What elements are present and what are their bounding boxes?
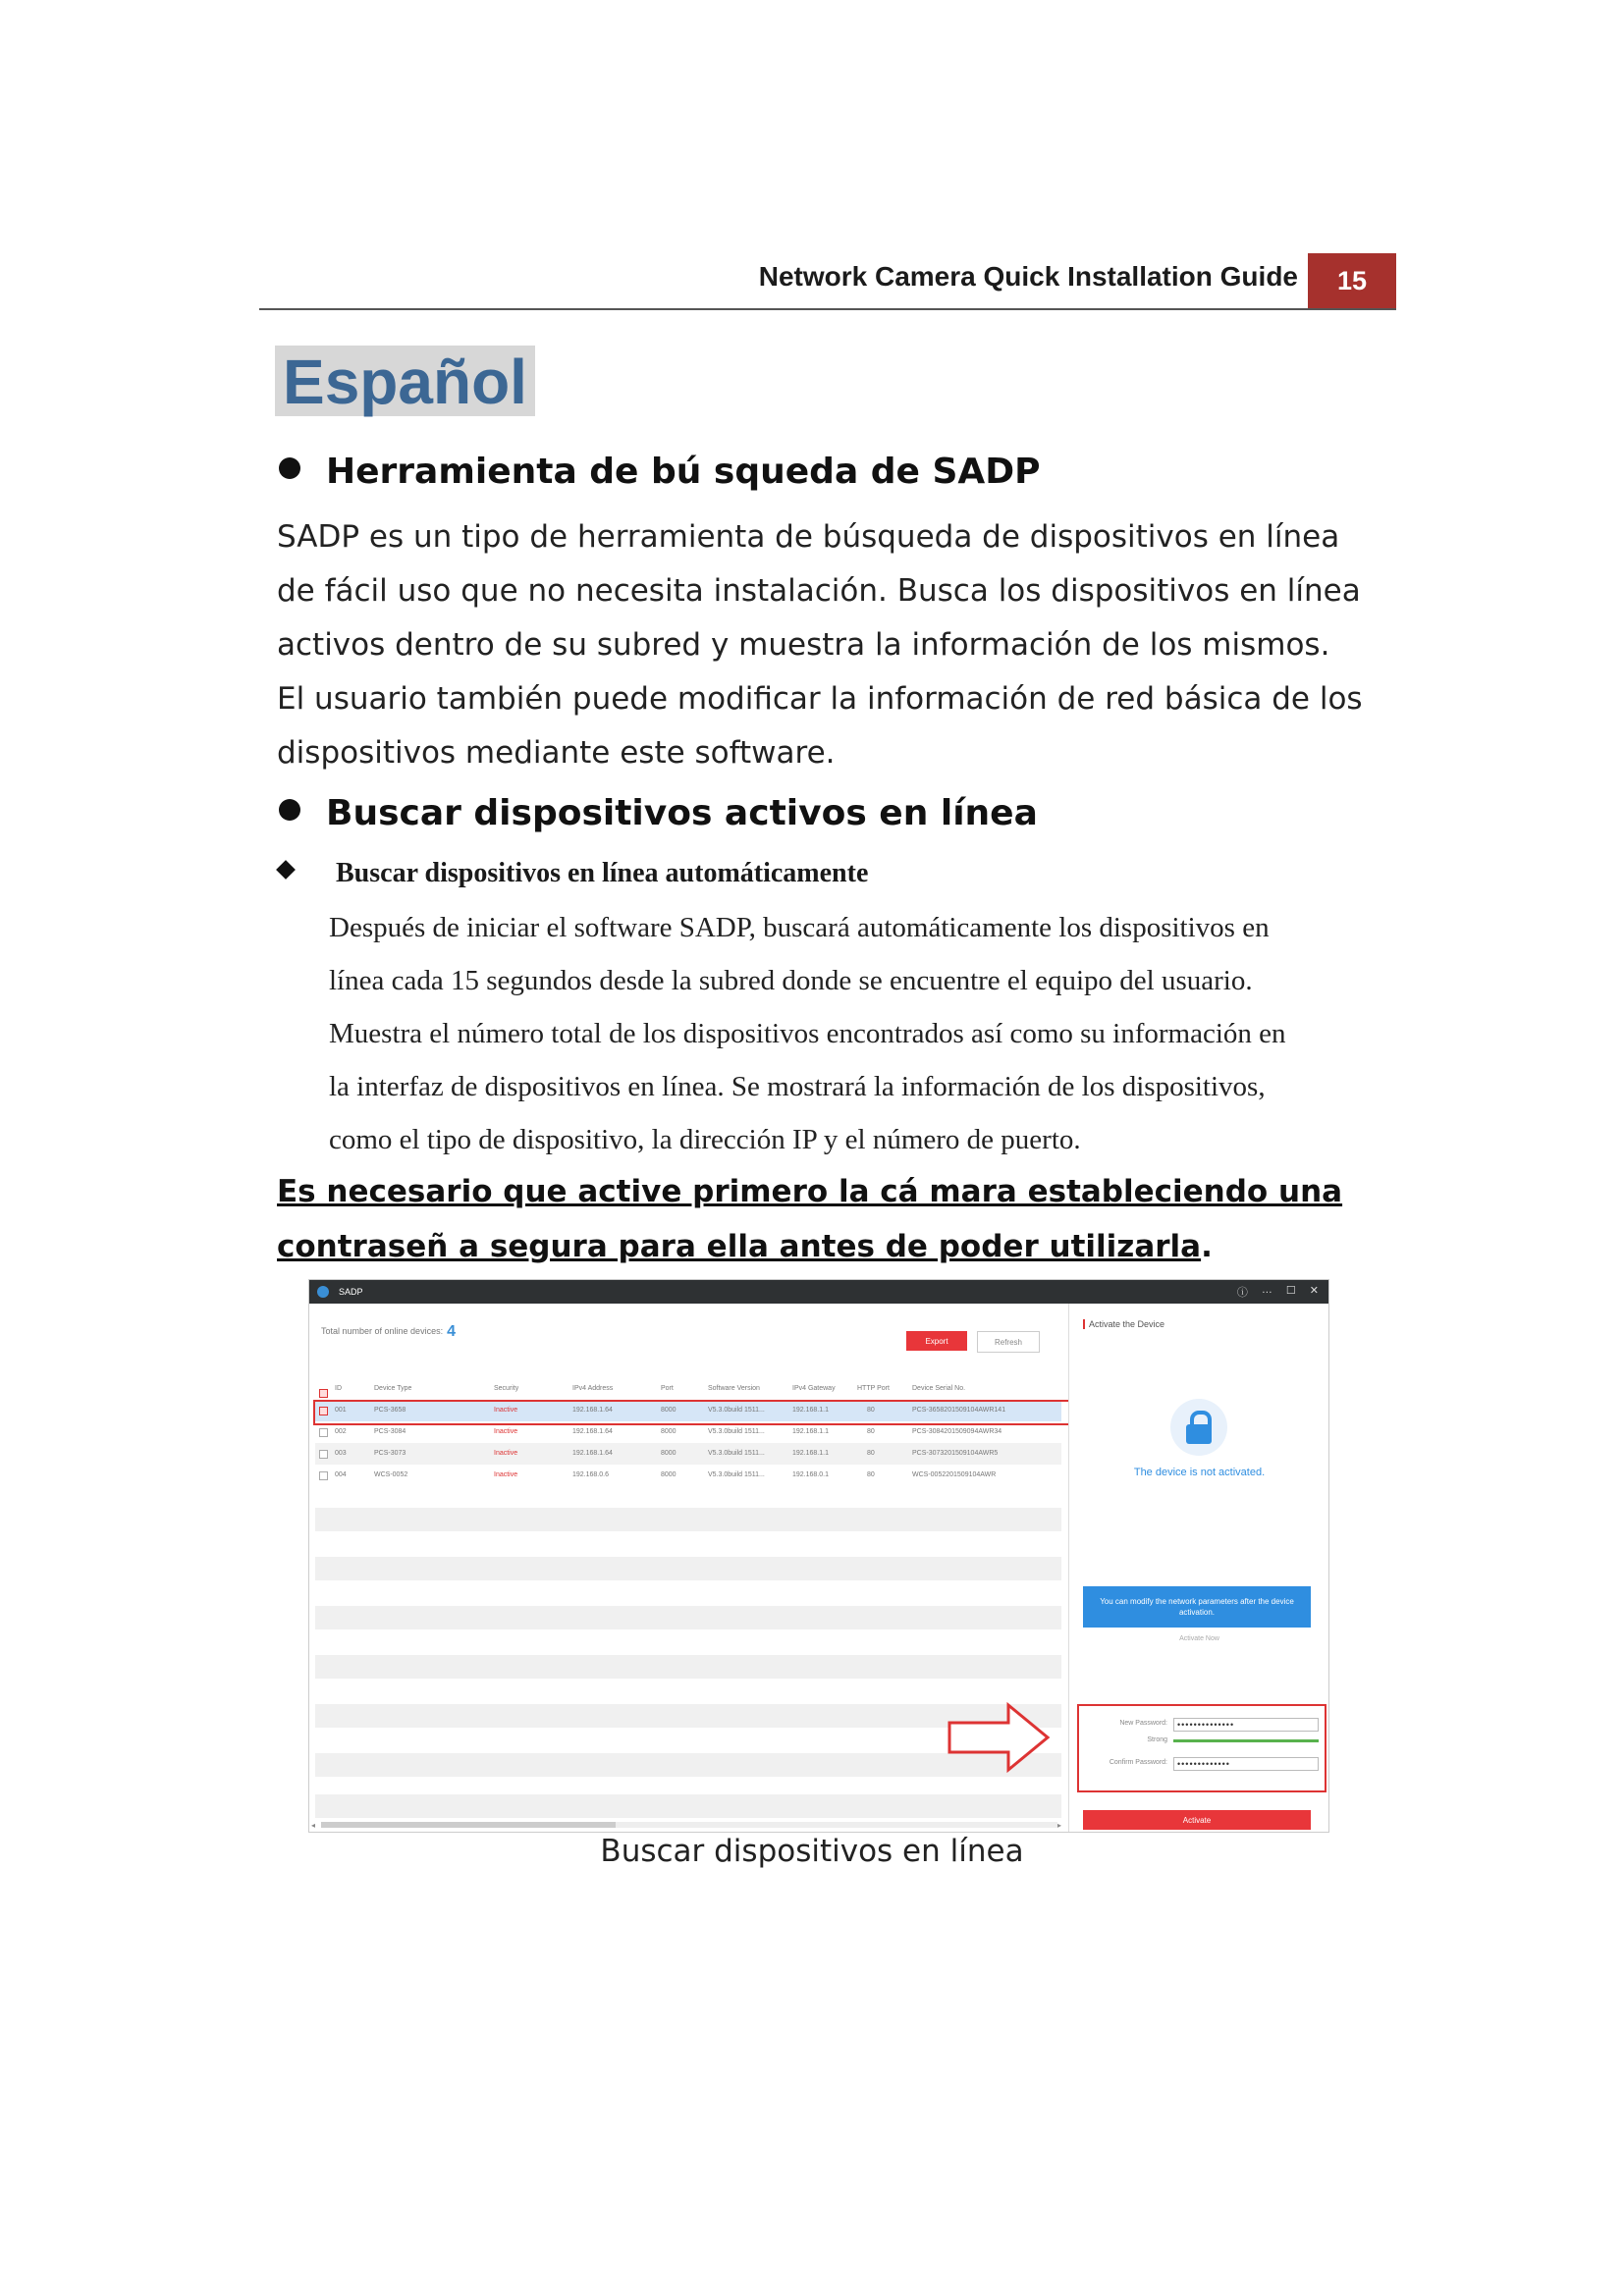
empty-row xyxy=(315,1655,1061,1679)
cell-serial: WCS-0052201509104AWR xyxy=(912,1471,997,1478)
cell-serial: PCS-3073201509104AWR5 xyxy=(912,1450,999,1457)
subheading-text: Buscar dispositivos en línea automáticamente xyxy=(336,858,869,888)
note-line-text: contraseñ a segura para ella antes de poder utilizarla xyxy=(277,1229,1202,1264)
paragraph-line: como el tipo de dispositivo, la dirección IP y el número de puerto. xyxy=(329,1124,1081,1155)
cell-http: 80 xyxy=(867,1428,875,1435)
cell-security: Inactive xyxy=(494,1428,518,1435)
lock-body xyxy=(1186,1424,1212,1444)
section-heading-text: Herramienta de bú squeda de SADP xyxy=(326,452,1041,492)
maximize-icon[interactable]: ☐ xyxy=(1285,1285,1296,1297)
activate-now-text: Activate Now xyxy=(1179,1635,1219,1642)
language-tag: Español xyxy=(275,346,535,416)
cell-id: 002 xyxy=(335,1428,347,1435)
cell-id: 001 xyxy=(335,1407,347,1414)
section-heading-sadp xyxy=(279,452,1041,492)
total-label: Total number of online devices: xyxy=(321,1326,444,1336)
cell-type: WCS-0052 xyxy=(374,1471,408,1478)
cell-security: Inactive xyxy=(494,1450,518,1457)
activate-title: Activate the Device xyxy=(1083,1319,1164,1329)
column-header[interactable]: Device Serial No. xyxy=(912,1385,966,1392)
column-header[interactable]: HTTP Port xyxy=(857,1385,890,1392)
selected-row-highlight xyxy=(313,1400,1071,1425)
confirm-password-label: Confirm Password: xyxy=(1109,1759,1167,1766)
cell-id: 004 xyxy=(335,1471,347,1478)
cell-version: V5.3.0build 1511... xyxy=(708,1407,765,1414)
cell-gateway: 192.168.1.1 xyxy=(792,1450,829,1457)
paragraph-line: dispositivos mediante este software. xyxy=(277,735,836,771)
scroll-left-icon[interactable]: ◂ xyxy=(311,1821,316,1830)
confirm-password-input[interactable]: ••••••••••••• xyxy=(1173,1757,1319,1771)
window-controls xyxy=(1237,1284,1319,1300)
strength-label: Strong xyxy=(1147,1736,1167,1743)
paragraph-line: Muestra el número total de los dispositivos encontrados así como su información en xyxy=(329,1018,1286,1049)
device-table-header xyxy=(315,1382,1061,1396)
section-heading-text: Buscar dispositivos activos en línea xyxy=(326,793,1038,833)
cell-serial: PCS-3084201509094AWR34 xyxy=(912,1428,1002,1435)
cell-type: PCS-3084 xyxy=(374,1428,406,1435)
sadp-app-title: SADP xyxy=(339,1287,363,1297)
row-checkbox[interactable] xyxy=(319,1471,328,1480)
activation-info-box: You can modify the network parameters after the device activation. xyxy=(1083,1586,1311,1628)
cell-type: PCS-3073 xyxy=(374,1450,406,1457)
arrow-right-icon xyxy=(946,1701,1052,1774)
cell-ip: 192.168.1.64 xyxy=(572,1407,613,1414)
cell-ip: 192.168.1.64 xyxy=(572,1450,613,1457)
row-checkbox[interactable] xyxy=(319,1428,328,1437)
cell-port: 8000 xyxy=(661,1471,677,1478)
cell-security: Inactive xyxy=(494,1471,518,1478)
scrollbar-thumb[interactable] xyxy=(321,1822,616,1828)
select-all-checkbox[interactable] xyxy=(319,1389,328,1398)
cell-gateway: 192.168.1.1 xyxy=(792,1407,829,1414)
paragraph-line: Después de iniciar el software SADP, buscará automáticamente los dispositivos en xyxy=(329,912,1270,943)
header-rule xyxy=(259,308,1396,310)
lock-icon xyxy=(1170,1399,1227,1456)
new-password-input[interactable]: •••••••••••••• xyxy=(1173,1718,1319,1732)
sadp-screenshot xyxy=(308,1279,1329,1833)
paragraph-line: El usuario también puede modificar la información de red básica de los xyxy=(277,681,1363,717)
not-activated-text: The device is not activated. xyxy=(1133,1467,1266,1478)
cell-version: V5.3.0build 1511... xyxy=(708,1471,765,1478)
column-header[interactable]: Security xyxy=(494,1385,519,1392)
paragraph-line: activos dentro de su subred y muestra la información de los mismos. xyxy=(277,627,1330,663)
activate-button[interactable]: Activate xyxy=(1083,1810,1311,1830)
column-header[interactable]: IPv4 Address xyxy=(572,1385,614,1392)
subheading-auto-search xyxy=(279,858,868,889)
password-area-highlight xyxy=(1077,1704,1326,1792)
activation-note xyxy=(277,1164,1386,1274)
cell-version: V5.3.0build 1511... xyxy=(708,1428,765,1435)
sadp-description xyxy=(277,510,1377,780)
header-title: Network Camera Quick Installation Guide xyxy=(758,261,1298,292)
cell-http: 80 xyxy=(867,1471,875,1478)
cell-gateway: 192.168.0.1 xyxy=(792,1471,829,1478)
empty-row xyxy=(315,1606,1061,1629)
paragraph-line: la interfaz de dispositivos en línea. Se mostrará la información de los dispositivos, xyxy=(329,1071,1266,1102)
bullet-icon xyxy=(279,457,300,479)
cell-port: 8000 xyxy=(661,1428,677,1435)
cell-ip: 192.168.1.64 xyxy=(572,1428,613,1435)
cell-http: 80 xyxy=(867,1407,875,1414)
column-header[interactable]: IPv4 Gateway xyxy=(792,1385,836,1392)
paragraph-line: SADP es un tipo de herramienta de búsqueda de dispositivos en línea xyxy=(277,519,1340,555)
cell-serial: PCS-3658201509104AWR141 xyxy=(912,1407,1006,1414)
page-number: 15 xyxy=(1308,253,1396,308)
note-line: Es necesario que active primero la cá mara estableciendo una xyxy=(277,1174,1343,1209)
bullet-icon xyxy=(279,799,300,821)
column-header[interactable]: Device Type xyxy=(374,1385,412,1392)
auto-search-description xyxy=(329,901,1389,1166)
diamond-bullet-icon xyxy=(276,860,296,880)
activate-panel xyxy=(1068,1304,1329,1832)
row-checkbox[interactable] xyxy=(319,1450,328,1459)
column-header[interactable]: ID xyxy=(335,1385,342,1392)
cell-http: 80 xyxy=(867,1450,875,1457)
cell-security: Inactive xyxy=(494,1407,518,1414)
minimize-icon[interactable]: … xyxy=(1261,1284,1272,1296)
device-list-panel xyxy=(309,1304,1067,1832)
cell-port: 8000 xyxy=(661,1407,677,1414)
strength-bar xyxy=(1173,1739,1319,1742)
sadp-titlebar xyxy=(309,1280,1328,1304)
close-icon[interactable]: ✕ xyxy=(1309,1285,1319,1297)
cell-type: PCS-3658 xyxy=(374,1407,406,1414)
note-line xyxy=(277,1219,1386,1274)
empty-row xyxy=(315,1508,1061,1531)
scroll-right-icon[interactable]: ▸ xyxy=(1057,1821,1062,1830)
cell-gateway: 192.168.1.1 xyxy=(792,1428,829,1435)
column-header[interactable]: Software Version xyxy=(708,1385,760,1392)
cell-ip: 192.168.0.6 xyxy=(572,1471,609,1478)
empty-row xyxy=(315,1557,1061,1580)
cell-port: 8000 xyxy=(661,1450,677,1457)
refresh-button[interactable]: Refresh xyxy=(977,1331,1040,1353)
sadp-app-icon xyxy=(317,1286,329,1298)
note-period: . xyxy=(1201,1229,1213,1264)
paragraph-line: línea cada 15 segundos desde la subred donde se encuentre el equipo del usuario. xyxy=(329,965,1253,996)
info-icon[interactable]: ⓘ xyxy=(1236,1287,1248,1299)
new-password-label: New Password: xyxy=(1119,1720,1167,1727)
table-row[interactable] xyxy=(315,1465,1061,1486)
online-device-total xyxy=(321,1323,456,1341)
section-heading-search xyxy=(279,793,1038,833)
figure-caption: Buscar dispositivos en línea xyxy=(600,1834,1024,1869)
cell-id: 003 xyxy=(335,1450,347,1457)
empty-row xyxy=(315,1794,1061,1818)
cell-version: V5.3.0build 1511... xyxy=(708,1450,765,1457)
export-button[interactable]: Export xyxy=(906,1331,967,1351)
table-row[interactable] xyxy=(315,1443,1061,1465)
column-header[interactable]: Port xyxy=(661,1385,674,1392)
total-count: 4 xyxy=(447,1323,456,1340)
paragraph-line: de fácil uso que no necesita instalación. Busca los dispositivos en línea xyxy=(277,573,1361,609)
horizontal-scrollbar[interactable] xyxy=(321,1822,1057,1828)
